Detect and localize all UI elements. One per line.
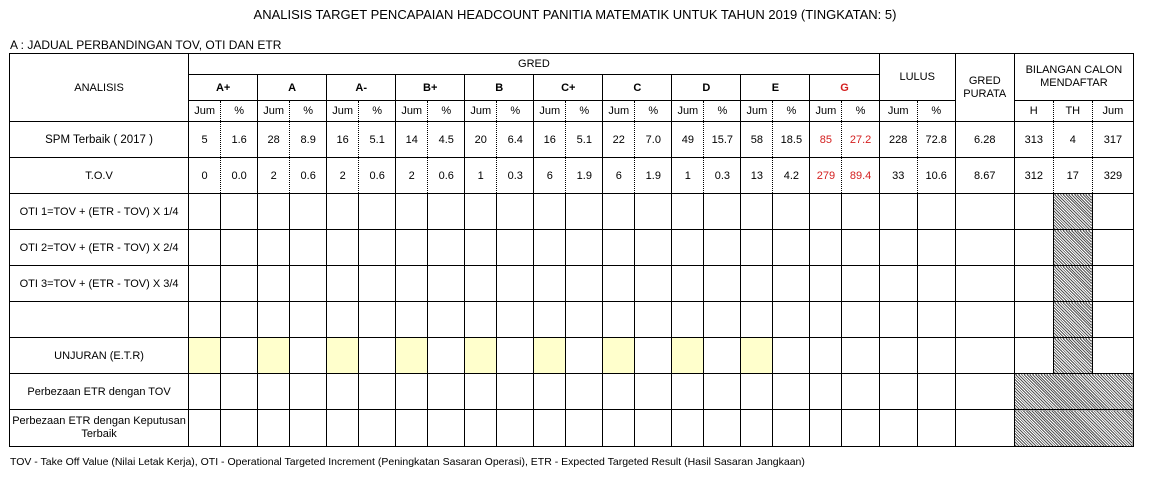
input-cell[interactable] <box>290 338 327 374</box>
input-cell[interactable] <box>704 194 741 230</box>
input-cell[interactable] <box>497 230 534 266</box>
input-cell[interactable] <box>842 338 879 374</box>
table-row-diff-best <box>10 410 1134 447</box>
input-cell[interactable] <box>810 410 842 447</box>
input-cell[interactable] <box>603 266 635 302</box>
input-cell[interactable] <box>842 194 879 230</box>
input-cell[interactable] <box>773 410 810 447</box>
col-header-lulus: LULUS <box>879 54 955 101</box>
subheader-pct: % <box>221 101 258 122</box>
input-cell[interactable] <box>258 410 290 447</box>
input-cell[interactable] <box>917 410 955 447</box>
comparison-table <box>9 53 1134 447</box>
input-cell[interactable] <box>258 194 290 230</box>
table-row-blank <box>10 302 1134 338</box>
input-cell[interactable] <box>773 194 810 230</box>
input-cell[interactable] <box>1092 194 1133 230</box>
col-header-gred-purata: GRED PURATA <box>955 54 1014 122</box>
input-cell[interactable] <box>359 230 396 266</box>
cell: 13 <box>741 158 773 194</box>
subheader-jum: Jum <box>327 101 359 122</box>
row-label-blank <box>10 302 189 338</box>
input-cell[interactable] <box>566 302 603 338</box>
subheader-jum: Jum <box>465 101 497 122</box>
input-cell[interactable] <box>566 410 603 447</box>
input-cell[interactable] <box>672 266 704 302</box>
cell-th: 4 <box>1053 122 1092 158</box>
input-cell[interactable] <box>428 302 465 338</box>
input-cell[interactable] <box>290 302 327 338</box>
cell: 0.6 <box>428 158 465 194</box>
cell: 5.1 <box>359 122 396 158</box>
table-subtitle: A : JADUAL PERBANDINGAN TOV, OTI DAN ETR <box>10 38 282 52</box>
input-cell[interactable] <box>672 230 704 266</box>
table-row-oti1 <box>10 194 1134 230</box>
input-cell[interactable] <box>534 302 566 338</box>
row-label-spm: SPM Terbaik ( 2017 ) <box>10 122 189 158</box>
input-cell[interactable] <box>741 230 773 266</box>
etr-input-cell[interactable] <box>258 338 290 374</box>
grade-a-plus: A+ <box>189 75 258 101</box>
input-cell[interactable] <box>672 302 704 338</box>
input-cell[interactable] <box>879 374 917 410</box>
input-cell[interactable] <box>635 374 672 410</box>
input-cell[interactable] <box>955 410 1014 447</box>
input-cell[interactable] <box>428 374 465 410</box>
etr-input-cell[interactable] <box>465 338 497 374</box>
input-cell[interactable] <box>810 194 842 230</box>
input-cell[interactable] <box>810 338 842 374</box>
col-header-analisis: ANALISIS <box>10 54 189 122</box>
subheader-jum: Jum <box>672 101 704 122</box>
input-cell[interactable] <box>534 410 566 447</box>
input-cell[interactable] <box>810 230 842 266</box>
input-cell[interactable] <box>672 374 704 410</box>
grade-c: C <box>603 75 672 101</box>
input-cell[interactable] <box>635 302 672 338</box>
subheader-pct: % <box>635 101 672 122</box>
subheader-th: TH <box>1053 101 1092 122</box>
input-cell[interactable] <box>428 410 465 447</box>
input-cell[interactable] <box>635 338 672 374</box>
input-cell[interactable] <box>842 374 879 410</box>
subheader-total-jum: Jum <box>1092 101 1133 122</box>
input-cell[interactable] <box>258 230 290 266</box>
hatched-cell <box>1053 194 1092 230</box>
input-cell[interactable] <box>810 374 842 410</box>
subheader-pct: % <box>566 101 603 122</box>
input-cell[interactable] <box>396 302 428 338</box>
input-cell[interactable] <box>773 266 810 302</box>
input-cell[interactable] <box>189 302 221 338</box>
input-cell[interactable] <box>566 230 603 266</box>
cell: 2 <box>258 158 290 194</box>
input-cell[interactable] <box>465 374 497 410</box>
input-cell[interactable] <box>221 374 258 410</box>
grade-b: B <box>465 75 534 101</box>
cell: 1.6 <box>221 122 258 158</box>
input-cell[interactable] <box>566 266 603 302</box>
hatched-cell <box>1053 266 1092 302</box>
cell: 0 <box>189 158 221 194</box>
input-cell[interactable] <box>465 302 497 338</box>
cell: 16 <box>534 122 566 158</box>
subheader-pct: % <box>359 101 396 122</box>
cell-lulus-jum: 33 <box>879 158 917 194</box>
input-cell[interactable] <box>635 266 672 302</box>
input-cell[interactable] <box>1092 302 1133 338</box>
subheader-pct: % <box>290 101 327 122</box>
input-cell[interactable] <box>879 338 917 374</box>
input-cell[interactable] <box>635 230 672 266</box>
cell: 58 <box>741 122 773 158</box>
input-cell[interactable] <box>842 410 879 447</box>
hatched-cell <box>1014 410 1133 447</box>
row-label-oti3: OTI 3=TOV + (ETR - TOV) X 3/4 <box>10 266 189 302</box>
input-cell[interactable] <box>534 194 566 230</box>
table-row-oti3 <box>10 266 1134 302</box>
input-cell[interactable] <box>428 230 465 266</box>
cell: 4.5 <box>428 122 465 158</box>
subheader-jum: Jum <box>603 101 635 122</box>
grade-e: E <box>741 75 810 101</box>
grade-a-minus: A- <box>327 75 396 101</box>
grade-d: D <box>672 75 741 101</box>
etr-input-cell[interactable] <box>672 338 704 374</box>
input-cell[interactable] <box>741 374 773 410</box>
input-cell[interactable] <box>327 230 359 266</box>
input-cell[interactable] <box>842 230 879 266</box>
cell: 1.9 <box>566 158 603 194</box>
input-cell[interactable] <box>465 230 497 266</box>
cell: 89.4 <box>842 158 879 194</box>
cell: 22 <box>603 122 635 158</box>
input-cell[interactable] <box>327 374 359 410</box>
input-cell[interactable] <box>635 194 672 230</box>
input-cell[interactable] <box>879 230 917 266</box>
input-cell[interactable] <box>842 266 879 302</box>
input-cell[interactable] <box>566 338 603 374</box>
input-cell[interactable] <box>603 194 635 230</box>
cell-gred-purata: 6.28 <box>955 122 1014 158</box>
input-cell[interactable] <box>396 194 428 230</box>
cell: 0.0 <box>221 158 258 194</box>
input-cell[interactable] <box>465 410 497 447</box>
table-row-diff-tov <box>10 374 1134 410</box>
input-cell[interactable] <box>359 194 396 230</box>
cell: 0.6 <box>290 158 327 194</box>
input-cell[interactable] <box>603 230 635 266</box>
cell: 8.9 <box>290 122 327 158</box>
etr-input-cell[interactable] <box>603 338 635 374</box>
row-label-tov: T.O.V <box>10 158 189 194</box>
input-cell[interactable] <box>704 338 741 374</box>
input-cell[interactable] <box>635 410 672 447</box>
input-cell[interactable] <box>497 410 534 447</box>
cell: 0.6 <box>359 158 396 194</box>
input-cell[interactable] <box>917 302 955 338</box>
input-cell[interactable] <box>773 338 810 374</box>
cell: 0.3 <box>497 158 534 194</box>
input-cell[interactable] <box>741 266 773 302</box>
input-cell[interactable] <box>290 410 327 447</box>
subheader-lulus-jum: Jum <box>879 101 917 122</box>
input-cell[interactable] <box>741 302 773 338</box>
subheader-pct: % <box>428 101 465 122</box>
cell: 2 <box>396 158 428 194</box>
input-cell[interactable] <box>917 194 955 230</box>
subheader-pct: % <box>497 101 534 122</box>
cell-h: 312 <box>1014 158 1053 194</box>
input-cell[interactable] <box>917 338 955 374</box>
cell-lulus-jum: 228 <box>879 122 917 158</box>
subheader-jum: Jum <box>189 101 221 122</box>
input-cell[interactable] <box>704 230 741 266</box>
input-cell[interactable] <box>497 374 534 410</box>
input-cell[interactable] <box>1014 230 1053 266</box>
subheader-jum: Jum <box>810 101 842 122</box>
input-cell[interactable] <box>534 374 566 410</box>
input-cell[interactable] <box>258 302 290 338</box>
input-cell[interactable] <box>704 302 741 338</box>
row-label-oti2: OTI 2=TOV + (ETR - TOV) X 2/4 <box>10 230 189 266</box>
input-cell[interactable] <box>465 266 497 302</box>
input-cell[interactable] <box>879 266 917 302</box>
cell: 49 <box>672 122 704 158</box>
input-cell[interactable] <box>842 302 879 338</box>
cell: 27.2 <box>842 122 879 158</box>
etr-input-cell[interactable] <box>396 338 428 374</box>
input-cell[interactable] <box>189 410 221 447</box>
subheader-jum: Jum <box>396 101 428 122</box>
input-cell[interactable] <box>534 230 566 266</box>
input-cell[interactable] <box>396 230 428 266</box>
input-cell[interactable] <box>258 374 290 410</box>
input-cell[interactable] <box>773 230 810 266</box>
cell: 2 <box>327 158 359 194</box>
input-cell[interactable] <box>290 194 327 230</box>
input-cell[interactable] <box>428 266 465 302</box>
grade-g: G <box>810 75 879 101</box>
cell: 28 <box>258 122 290 158</box>
table-row-oti2 <box>10 230 1134 266</box>
row-label-diff-tov: Perbezaan ETR dengan TOV <box>10 374 189 410</box>
cell: 7.0 <box>635 122 672 158</box>
input-cell[interactable] <box>359 302 396 338</box>
input-cell[interactable] <box>704 374 741 410</box>
input-cell[interactable] <box>290 230 327 266</box>
input-cell[interactable] <box>1092 230 1133 266</box>
cell: 6.4 <box>497 122 534 158</box>
input-cell[interactable] <box>327 266 359 302</box>
input-cell[interactable] <box>359 266 396 302</box>
input-cell[interactable] <box>221 410 258 447</box>
cell: 6 <box>534 158 566 194</box>
input-cell[interactable] <box>1014 266 1053 302</box>
cell: 18.5 <box>773 122 810 158</box>
input-cell[interactable] <box>327 410 359 447</box>
input-cell[interactable] <box>1014 338 1053 374</box>
input-cell[interactable] <box>428 338 465 374</box>
input-cell[interactable] <box>917 374 955 410</box>
cell-total: 329 <box>1092 158 1133 194</box>
input-cell[interactable] <box>189 230 221 266</box>
input-cell[interactable] <box>810 302 842 338</box>
cell-lulus-pct: 72.8 <box>917 122 955 158</box>
input-cell[interactable] <box>603 410 635 447</box>
row-label-etr: UNJURAN (E.T.R) <box>10 338 189 374</box>
input-cell[interactable] <box>955 302 1014 338</box>
cell: 85 <box>810 122 842 158</box>
row-label-diff-best: Perbezaan ETR dengan Keputusan Terbaik <box>10 410 189 447</box>
input-cell[interactable] <box>1092 338 1133 374</box>
cell-lulus-pct: 10.6 <box>917 158 955 194</box>
hatched-cell <box>1053 302 1092 338</box>
table-row-etr <box>10 338 1134 374</box>
input-cell[interactable] <box>704 410 741 447</box>
page-title: ANALISIS TARGET PENCAPAIAN HEADCOUNT PANITIA MATEMATIK UNTUK TAHUN 2019 (TINGKATAN: 5) <box>253 7 897 22</box>
input-cell[interactable] <box>497 302 534 338</box>
input-cell[interactable] <box>773 374 810 410</box>
input-cell[interactable] <box>1014 194 1053 230</box>
subheader-jum: Jum <box>534 101 566 122</box>
col-header-gred: GRED <box>189 54 880 75</box>
table-row-spm <box>10 122 1134 158</box>
input-cell[interactable] <box>189 266 221 302</box>
cell: 15.7 <box>704 122 741 158</box>
etr-input-cell[interactable] <box>534 338 566 374</box>
input-cell[interactable] <box>258 266 290 302</box>
input-cell[interactable] <box>428 194 465 230</box>
cell: 1.9 <box>635 158 672 194</box>
cell-total: 317 <box>1092 122 1133 158</box>
hatched-cell <box>1053 338 1092 374</box>
cell-h: 313 <box>1014 122 1053 158</box>
input-cell[interactable] <box>221 230 258 266</box>
input-cell[interactable] <box>359 338 396 374</box>
input-cell[interactable] <box>327 194 359 230</box>
input-cell[interactable] <box>672 410 704 447</box>
input-cell[interactable] <box>534 266 566 302</box>
input-cell[interactable] <box>917 266 955 302</box>
subheader-pct: % <box>704 101 741 122</box>
input-cell[interactable] <box>810 266 842 302</box>
input-cell[interactable] <box>955 338 1014 374</box>
cell: 5.1 <box>566 122 603 158</box>
input-cell[interactable] <box>359 374 396 410</box>
input-cell[interactable] <box>396 374 428 410</box>
input-cell[interactable] <box>1092 266 1133 302</box>
input-cell[interactable] <box>221 338 258 374</box>
input-cell[interactable] <box>221 194 258 230</box>
input-cell[interactable] <box>566 374 603 410</box>
input-cell[interactable] <box>327 302 359 338</box>
input-cell[interactable] <box>879 194 917 230</box>
cell: 14 <box>396 122 428 158</box>
hatched-cell <box>1014 374 1133 410</box>
input-cell[interactable] <box>1014 302 1053 338</box>
input-cell[interactable] <box>221 266 258 302</box>
grade-a: A <box>258 75 327 101</box>
input-cell[interactable] <box>290 374 327 410</box>
input-cell[interactable] <box>497 194 534 230</box>
etr-input-cell[interactable] <box>327 338 359 374</box>
input-cell[interactable] <box>955 194 1014 230</box>
input-cell[interactable] <box>773 302 810 338</box>
cell: 20 <box>465 122 497 158</box>
input-cell[interactable] <box>189 194 221 230</box>
grade-b-plus: B+ <box>396 75 465 101</box>
cell: 16 <box>327 122 359 158</box>
cell: 1 <box>465 158 497 194</box>
input-cell[interactable] <box>396 266 428 302</box>
grade-c-plus: C+ <box>534 75 603 101</box>
input-cell[interactable] <box>603 374 635 410</box>
input-cell[interactable] <box>741 410 773 447</box>
subheader-pct: % <box>842 101 879 122</box>
input-cell[interactable] <box>359 410 396 447</box>
col-header-bilangan: BILANGAN CALON MENDAFTAR <box>1014 54 1133 101</box>
input-cell[interactable] <box>396 410 428 447</box>
subheader-lulus-pct: % <box>917 101 955 122</box>
cell-th: 17 <box>1053 158 1092 194</box>
input-cell[interactable] <box>189 374 221 410</box>
input-cell[interactable] <box>497 338 534 374</box>
subheader-h: H <box>1014 101 1053 122</box>
cell: 5 <box>189 122 221 158</box>
input-cell[interactable] <box>566 194 603 230</box>
subheader-pct: % <box>773 101 810 122</box>
hatched-cell <box>1053 230 1092 266</box>
footnote: TOV - Take Off Value (Nilai Letak Kerja), OTI - Operational Targeted Increment (Peningkatan Sasaran Operasi), ETR - Expected Targeted Result (Hasil Sasaran Jangkaan) <box>10 456 805 468</box>
cell: 4.2 <box>773 158 810 194</box>
input-cell[interactable] <box>603 302 635 338</box>
input-cell[interactable] <box>955 266 1014 302</box>
input-cell[interactable] <box>290 266 327 302</box>
input-cell[interactable] <box>955 230 1014 266</box>
input-cell[interactable] <box>497 266 534 302</box>
input-cell[interactable] <box>221 302 258 338</box>
etr-input-cell[interactable] <box>741 338 773 374</box>
etr-input-cell[interactable] <box>189 338 221 374</box>
cell: 279 <box>810 158 842 194</box>
input-cell[interactable] <box>917 230 955 266</box>
cell: 1 <box>672 158 704 194</box>
cell: 0.3 <box>704 158 741 194</box>
input-cell[interactable] <box>672 194 704 230</box>
input-cell[interactable] <box>879 302 917 338</box>
cell: 6 <box>603 158 635 194</box>
table-row-tov <box>10 158 1134 194</box>
input-cell[interactable] <box>741 194 773 230</box>
subheader-jum: Jum <box>741 101 773 122</box>
input-cell[interactable] <box>879 410 917 447</box>
input-cell[interactable] <box>955 374 1014 410</box>
cell-gred-purata: 8.67 <box>955 158 1014 194</box>
row-label-oti1: OTI 1=TOV + (ETR - TOV) X 1/4 <box>10 194 189 230</box>
input-cell[interactable] <box>704 266 741 302</box>
input-cell[interactable] <box>465 194 497 230</box>
subheader-jum: Jum <box>258 101 290 122</box>
